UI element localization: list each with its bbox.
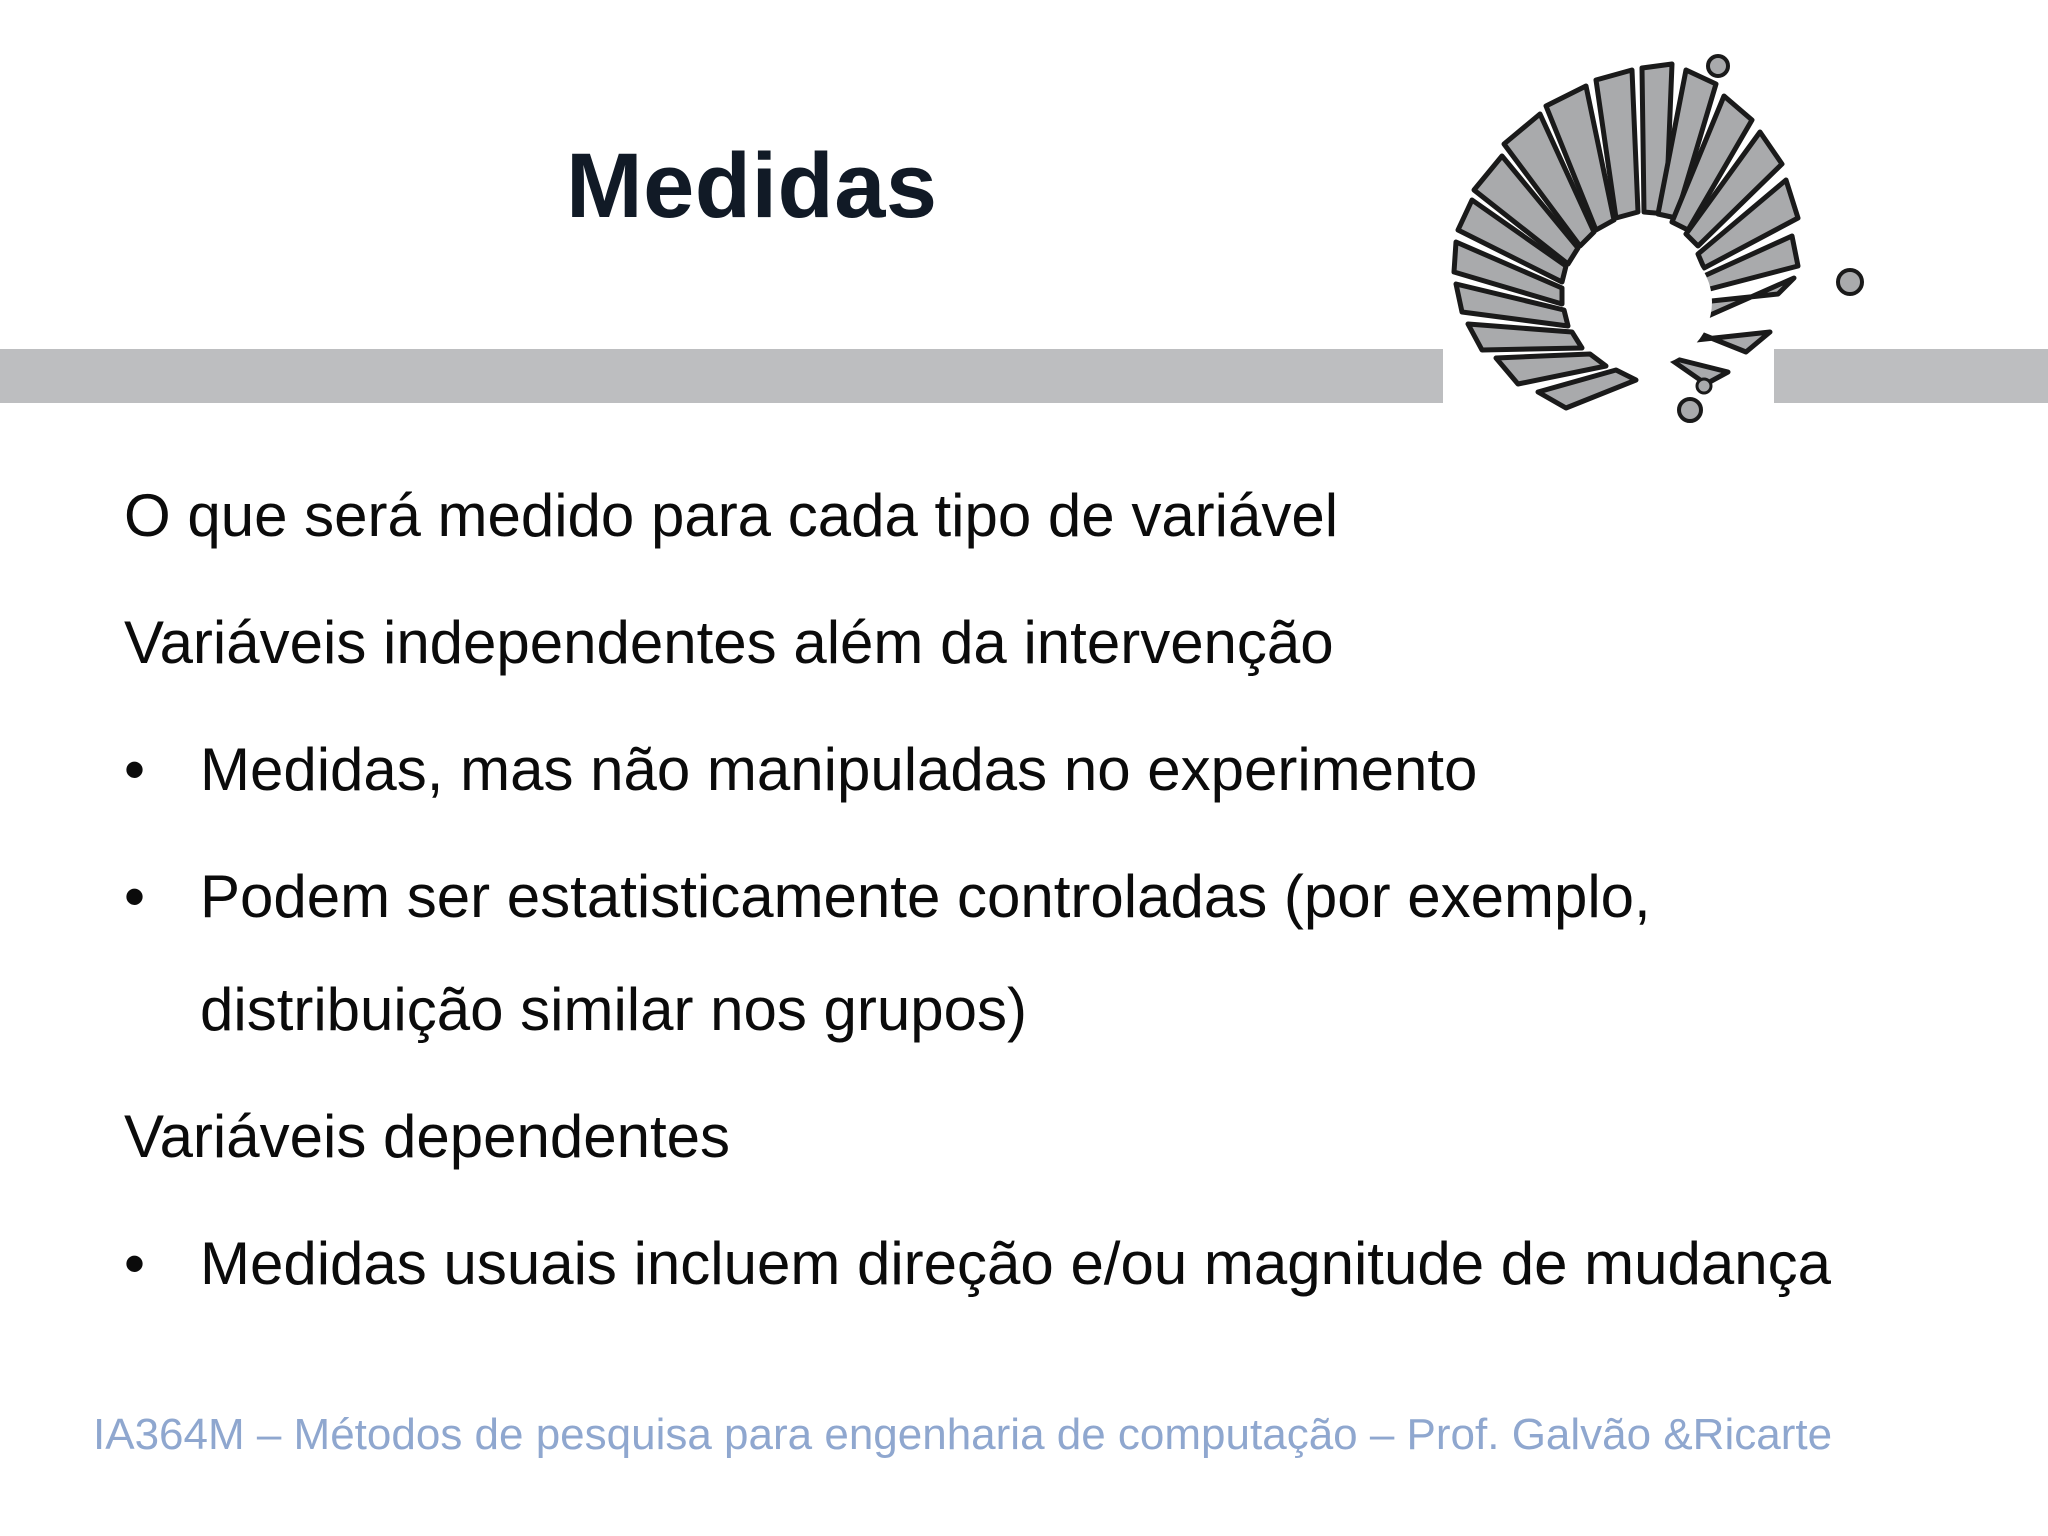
slide-title: Medidas <box>566 135 938 237</box>
university-logo-icon <box>1406 40 1886 440</box>
bullet-icon: • <box>124 736 146 803</box>
bullet-text-continued: distribuição similar nos grupos) <box>200 976 1027 1043</box>
slide-footer: IA364M – Métodos de pesquisa para engenharia de computação – Prof. Galvão &Ricarte <box>93 1410 1833 1459</box>
body-line-1: O que será medido para cada tipo de variável <box>124 482 1339 549</box>
bullet-text: Podem ser estatisticamente controladas (por exemplo, <box>200 863 1651 930</box>
bullet-icon: • <box>124 863 146 930</box>
bullet-text: Medidas, mas não manipuladas no experimento <box>200 736 1478 803</box>
body-line-3: Variáveis dependentes <box>124 1103 730 1170</box>
bullet-text: Medidas usuais incluem direção e/ou magnitude de mudança <box>200 1230 1831 1297</box>
bullet-icon: • <box>124 1230 146 1297</box>
header-band-left <box>0 349 1443 403</box>
body-line-2: Variáveis independentes além da intervenção <box>124 609 1334 676</box>
